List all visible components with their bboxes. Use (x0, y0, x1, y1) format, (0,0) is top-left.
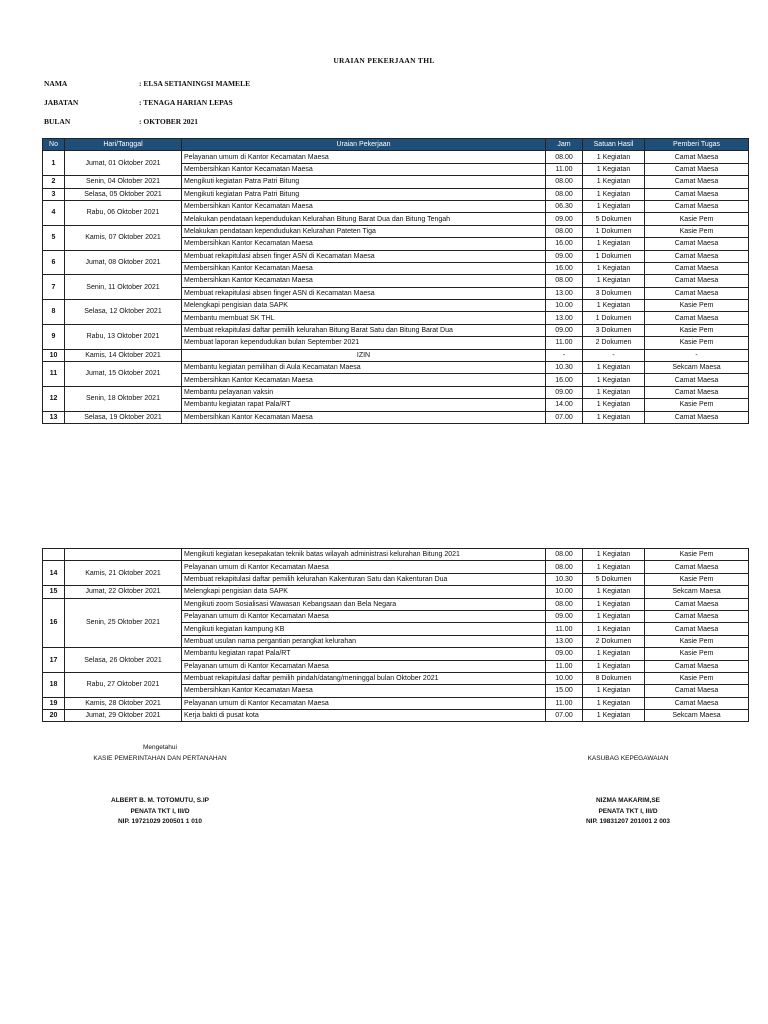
jabatan-value: : TENAGA HARIAN LEPAS (139, 98, 233, 107)
task-description: Melakukan pendataan kependudukan Kelurahan Bitung Barat Dua dan Bitung Tengah (182, 213, 546, 225)
task-result: 1 Kegiatan (583, 163, 645, 175)
left-sign-name: ALBERT B. M. TOTOMUTU, S.IP (111, 797, 209, 804)
task-assigner: Kasie Pem (645, 399, 749, 411)
table-row (43, 586, 749, 598)
task-time: 06.30 (546, 200, 583, 212)
task-result: 1 Kegiatan (583, 200, 645, 212)
task-description: Membantu membuat SK THL (182, 312, 546, 324)
bulan-value: : OKTOBER 2021 (139, 117, 199, 126)
task-assigner: Camat Maesa (645, 386, 749, 398)
task-time: 08.00 (546, 561, 583, 573)
task-time: 14.00 (546, 399, 583, 411)
task-description: Pelayanan umum di Kantor Kecamatan Maesa (182, 610, 546, 622)
row-date: Selasa, 19 Oktober 2021 (65, 411, 182, 423)
task-description: Mengikuti kegiatan kampung KB (182, 623, 546, 635)
task-description: Pelayanan umum di Kantor Kecamatan Maesa (182, 151, 546, 163)
table-row (43, 250, 749, 262)
task-result: 2 Dokumen (583, 337, 645, 349)
row-date: Senin, 11 Oktober 2021 (65, 275, 182, 300)
task-time: 11.00 (546, 337, 583, 349)
task-result: 1 Kegiatan (583, 561, 645, 573)
task-time: 10.00 (546, 586, 583, 598)
task-result: 1 Kegiatan (583, 386, 645, 398)
task-result: 1 Kegiatan (583, 623, 645, 635)
task-description: Membersihkan Kantor Kecamatan Maesa (182, 685, 546, 697)
task-description: Membantu kegiatan rapat Pala/RT (182, 399, 546, 411)
task-description: Melengkapi pengisian data SAPK (182, 586, 546, 598)
row-date: Kamis, 28 Oktober 2021 (65, 697, 182, 709)
task-description: Membersihkan Kantor Kecamatan Maesa (182, 275, 546, 287)
column-header-assigner: Pemberi Tugas (645, 139, 749, 151)
task-assigner: Camat Maesa (645, 238, 749, 250)
row-date: Kamis, 07 Oktober 2021 (65, 225, 182, 250)
row-date: Senin, 04 Oktober 2021 (65, 176, 182, 188)
task-description: Membersihkan Kantor Kecamatan Maesa (182, 238, 546, 250)
task-time: 16.00 (546, 374, 583, 386)
table-row (43, 386, 749, 398)
nama-label: NAMA (44, 79, 68, 88)
task-result: 1 Kegiatan (583, 151, 645, 163)
table-row (43, 598, 749, 610)
table-row (43, 362, 749, 374)
table-row (43, 200, 749, 212)
task-result: 2 Dokumen (583, 635, 645, 647)
task-result: - (583, 349, 645, 361)
task-result: 1 Kegiatan (583, 685, 645, 697)
row-number: 3 (43, 188, 65, 200)
task-time: 08.00 (546, 549, 583, 561)
task-description: Membuat rekapitulasi daftar pemilih pindah/datang/meninggal bulan Oktober 2021 (182, 672, 546, 684)
task-description: Melakukan pendataan kependudukan Kelurahan Pateten Tiga (182, 225, 546, 237)
table-row (43, 176, 749, 188)
row-number: 7 (43, 275, 65, 300)
row-number: 10 (43, 349, 65, 361)
row-date (65, 549, 182, 561)
task-assigner: Camat Maesa (645, 598, 749, 610)
task-assigner: Camat Maesa (645, 275, 749, 287)
table-header-row (43, 139, 749, 151)
task-time: 09.00 (546, 648, 583, 660)
task-assigner: Kasie Pem (645, 337, 749, 349)
task-result: 1 Kegiatan (583, 399, 645, 411)
task-assigner: Kasie Pem (645, 300, 749, 312)
column-header-time: Jam (546, 139, 583, 151)
row-date: Rabu, 27 Oktober 2021 (65, 672, 182, 697)
task-assigner: Sekcam Maesa (645, 362, 749, 374)
task-result: 1 Dokumen (583, 225, 645, 237)
task-time: 16.00 (546, 262, 583, 274)
task-description: IZIN (182, 349, 546, 361)
task-description: Pelayanan umum di Kantor Kecamatan Maesa (182, 561, 546, 573)
table-row (43, 349, 749, 361)
row-number: 9 (43, 324, 65, 349)
right-sign-rank: PENATA TKT I, III/D (598, 808, 658, 815)
task-result: 1 Kegiatan (583, 411, 645, 423)
task-result: 1 Kegiatan (583, 549, 645, 561)
row-date: Jumat, 01 Oktober 2021 (65, 151, 182, 176)
task-result: 1 Kegiatan (583, 238, 645, 250)
table-row (43, 275, 749, 287)
row-number: 14 (43, 561, 65, 586)
header-bulan (44, 117, 198, 126)
task-assigner: Kasie Pem (645, 213, 749, 225)
jabatan-label: JABATAN (44, 98, 79, 107)
row-date: Jumat, 08 Oktober 2021 (65, 250, 182, 275)
row-number: 20 (43, 710, 65, 722)
task-time: 08.00 (546, 225, 583, 237)
task-description: Membantu kegiatan rapat Pala/RT (182, 648, 546, 660)
task-result: 1 Kegiatan (583, 275, 645, 287)
row-number: 4 (43, 200, 65, 225)
row-date: Rabu, 06 Oktober 2021 (65, 200, 182, 225)
task-time: 08.00 (546, 151, 583, 163)
task-description: Membersihkan Kantor Kecamatan Maesa (182, 163, 546, 175)
row-number: 12 (43, 386, 65, 411)
task-assigner: Kasie Pem (645, 549, 749, 561)
task-assigner: Camat Maesa (645, 200, 749, 212)
task-result: 1 Dokumen (583, 250, 645, 262)
task-result: 1 Dokumen (583, 312, 645, 324)
left-sign-intro: Mengetahui (143, 744, 177, 751)
task-time: 11.00 (546, 660, 583, 672)
task-assigner: Camat Maesa (645, 287, 749, 299)
task-result: 1 Kegiatan (583, 374, 645, 386)
row-number: 15 (43, 586, 65, 598)
task-assigner: Kasie Pem (645, 324, 749, 336)
column-header-date: Hari/Tanggal (65, 139, 182, 151)
task-time: 09.00 (546, 324, 583, 336)
right-sign-name: NIZMA MAKARIM,SE (595, 797, 661, 804)
task-result: 1 Kegiatan (583, 610, 645, 622)
row-number: 5 (43, 225, 65, 250)
row-number: 8 (43, 300, 65, 325)
task-result: 5 Dokumen (583, 213, 645, 225)
task-assigner: Camat Maesa (645, 623, 749, 635)
right-sign-nip: NIP. 19831207 201001 2 003 (585, 818, 671, 825)
task-assigner: Camat Maesa (645, 250, 749, 262)
table-row (43, 710, 749, 722)
task-description: Membersihkan Kantor Kecamatan Maesa (182, 411, 546, 423)
task-time: 09.00 (546, 386, 583, 398)
task-assigner: Sekcam Maesa (645, 586, 749, 598)
task-time: 15.00 (546, 685, 583, 697)
row-date: Selasa, 05 Oktober 2021 (65, 188, 182, 200)
task-description: Pelayanan umum di Kantor Kecamatan Maesa (182, 697, 546, 709)
task-assigner: Camat Maesa (645, 660, 749, 672)
task-result: 1 Kegiatan (583, 262, 645, 274)
task-assigner: Camat Maesa (645, 163, 749, 175)
row-number: 19 (43, 697, 65, 709)
task-time: 11.00 (546, 623, 583, 635)
task-time: 07.00 (546, 710, 583, 722)
task-description: Membantu kegiatan pemilihan di Aula Kecamatan Maesa (182, 362, 546, 374)
task-time: 13.00 (546, 635, 583, 647)
task-result: 5 Dokumen (583, 573, 645, 585)
row-date: Senin, 25 Oktober 2021 (65, 598, 182, 648)
task-time: 10.30 (546, 573, 583, 585)
table-row (43, 300, 749, 312)
right-sign-title: KASUBAG KEPEGAWAIAN (587, 755, 669, 762)
task-time: 08.00 (546, 188, 583, 200)
table-row (43, 549, 749, 561)
nama-value: : ELSA SETIANINGSI MAMELE (139, 79, 251, 88)
task-result: 3 Dokumen (583, 324, 645, 336)
task-time: 09.00 (546, 610, 583, 622)
task-description: Membuat rekapitulasi daftar pemilih kelurahan Bitung Barat Satu dan Bitung Barat Dua (182, 324, 546, 336)
row-date: Jumat, 22 Oktober 2021 (65, 586, 182, 598)
column-header-no: No (43, 139, 65, 151)
task-description: Mengikuti kegiatan Patra Patri Bitung (182, 188, 546, 200)
row-number: 6 (43, 250, 65, 275)
task-assigner: Camat Maesa (645, 262, 749, 274)
task-assigner: Camat Maesa (645, 685, 749, 697)
bulan-label: BULAN (44, 117, 71, 126)
task-time: 16.00 (546, 238, 583, 250)
row-date: Jumat, 29 Oktober 2021 (65, 710, 182, 722)
task-time: 13.00 (546, 312, 583, 324)
work-table-2 (42, 548, 749, 722)
header-jabatan (44, 98, 233, 107)
row-number: 16 (43, 598, 65, 648)
row-date: Kamis, 14 Oktober 2021 (65, 349, 182, 361)
task-time: 08.00 (546, 176, 583, 188)
task-description: Membantu pelayanan vaksin (182, 386, 546, 398)
task-assigner: Kasie Pem (645, 225, 749, 237)
task-description: Mengikuti kegiatan Patra Patri Bitung (182, 176, 546, 188)
task-result: 1 Kegiatan (583, 710, 645, 722)
task-time: 08.00 (546, 598, 583, 610)
row-date: Kamis, 21 Oktober 2021 (65, 561, 182, 586)
task-result: 1 Kegiatan (583, 586, 645, 598)
task-time: 11.00 (546, 163, 583, 175)
task-description: Mengikuti kegiatan kesepakatan teknik batas wilayah administrasi kelurahan Bitung 2021 (182, 549, 546, 561)
table-row (43, 561, 749, 573)
task-time: 10.00 (546, 672, 583, 684)
task-description: Membersihkan Kantor Kecamatan Maesa (182, 200, 546, 212)
row-date: Selasa, 26 Oktober 2021 (65, 648, 182, 673)
task-result: 1 Kegiatan (583, 362, 645, 374)
task-result: 1 Kegiatan (583, 176, 645, 188)
task-assigner: Camat Maesa (645, 188, 749, 200)
task-description: Membuat rekapitulasi absen finger ASN di Kecamatan Maesa (182, 250, 546, 262)
task-assigner: - (645, 349, 749, 361)
task-assigner: Kasie Pem (645, 672, 749, 684)
row-date: Rabu, 13 Oktober 2021 (65, 324, 182, 349)
row-number: 17 (43, 648, 65, 673)
task-description: Mengikuti zoom Sosialisasi Wawasan Kebangsaan dan Bela Negara (182, 598, 546, 610)
task-description: Membuat usulan nama pergantian perangkat kelurahan (182, 635, 546, 647)
task-time: 09.00 (546, 213, 583, 225)
task-description: Membuat rekapitulasi daftar pemilih kelurahan Kakenturan Satu dan Kakenturan Dua (182, 573, 546, 585)
task-result: 3 Dokumen (583, 287, 645, 299)
task-result: 8 Dokumen (583, 672, 645, 684)
task-assigner: Camat Maesa (645, 697, 749, 709)
table-row (43, 324, 749, 336)
row-date: Jumat, 15 Oktober 2021 (65, 362, 182, 387)
task-description: Membersihkan Kantor Kecamatan Maesa (182, 262, 546, 274)
task-result: 1 Kegiatan (583, 648, 645, 660)
document-title: URAIAN PEKERJAAN THL (333, 56, 435, 65)
task-time: 08.00 (546, 275, 583, 287)
task-assigner: Kasie Pem (645, 635, 749, 647)
task-assigner: Camat Maesa (645, 176, 749, 188)
row-number: 11 (43, 362, 65, 387)
task-time: 10.30 (546, 362, 583, 374)
work-table-1 (42, 138, 749, 424)
task-result: 1 Kegiatan (583, 598, 645, 610)
task-description: Pelayanan umum di Kantor Kecamatan Maesa (182, 660, 546, 672)
task-time: - (546, 349, 583, 361)
task-assigner: Camat Maesa (645, 151, 749, 163)
task-assigner: Camat Maesa (645, 610, 749, 622)
task-assigner: Camat Maesa (645, 374, 749, 386)
table-row (43, 648, 749, 660)
task-assigner: Camat Maesa (645, 312, 749, 324)
row-number (43, 549, 65, 561)
table-row (43, 188, 749, 200)
task-time: 09.00 (546, 250, 583, 262)
task-assigner: Camat Maesa (645, 411, 749, 423)
task-result: 1 Kegiatan (583, 188, 645, 200)
task-result: 1 Kegiatan (583, 660, 645, 672)
row-date: Selasa, 12 Oktober 2021 (65, 300, 182, 325)
task-description: Membuat laporan kependudukan bulan September 2021 (182, 337, 546, 349)
table-row (43, 697, 749, 709)
left-sign-nip: NIP. 19721029 200501 1 010 (117, 818, 203, 825)
task-description: Membersihkan Kantor Kecamatan Maesa (182, 374, 546, 386)
header-nama (44, 79, 250, 88)
task-result: 1 Kegiatan (583, 697, 645, 709)
task-assigner: Camat Maesa (645, 561, 749, 573)
row-number: 1 (43, 151, 65, 176)
task-time: 13.00 (546, 287, 583, 299)
task-description: Melengkapi pengisian data SAPK (182, 300, 546, 312)
task-assigner: Kasie Pem (645, 573, 749, 585)
task-description: Membuat rekapitulasi absen finger ASN di Kecamatan Maesa (182, 287, 546, 299)
task-result: 1 Kegiatan (583, 300, 645, 312)
task-description: Kerja bakti di pusat kota (182, 710, 546, 722)
left-sign-title: KASIE PEMERINTAHAN DAN PERTANAHAN (93, 755, 227, 762)
table-row (43, 672, 749, 684)
table-row (43, 411, 749, 423)
column-header-result: Satuan Hasil (583, 139, 645, 151)
row-number: 2 (43, 176, 65, 188)
task-assigner: Kasie Pem (645, 648, 749, 660)
column-header-task: Uraian Pekerjaan (182, 139, 546, 151)
row-date: Senin, 18 Oktober 2021 (65, 386, 182, 411)
task-time: 10.00 (546, 300, 583, 312)
row-number: 13 (43, 411, 65, 423)
task-assigner: Sekcam Maesa (645, 710, 749, 722)
table-row (43, 225, 749, 237)
left-sign-rank: PENATA TKT I, III/D (130, 808, 190, 815)
task-time: 11.00 (546, 697, 583, 709)
task-time: 07.00 (546, 411, 583, 423)
table-row (43, 151, 749, 163)
row-number: 18 (43, 672, 65, 697)
